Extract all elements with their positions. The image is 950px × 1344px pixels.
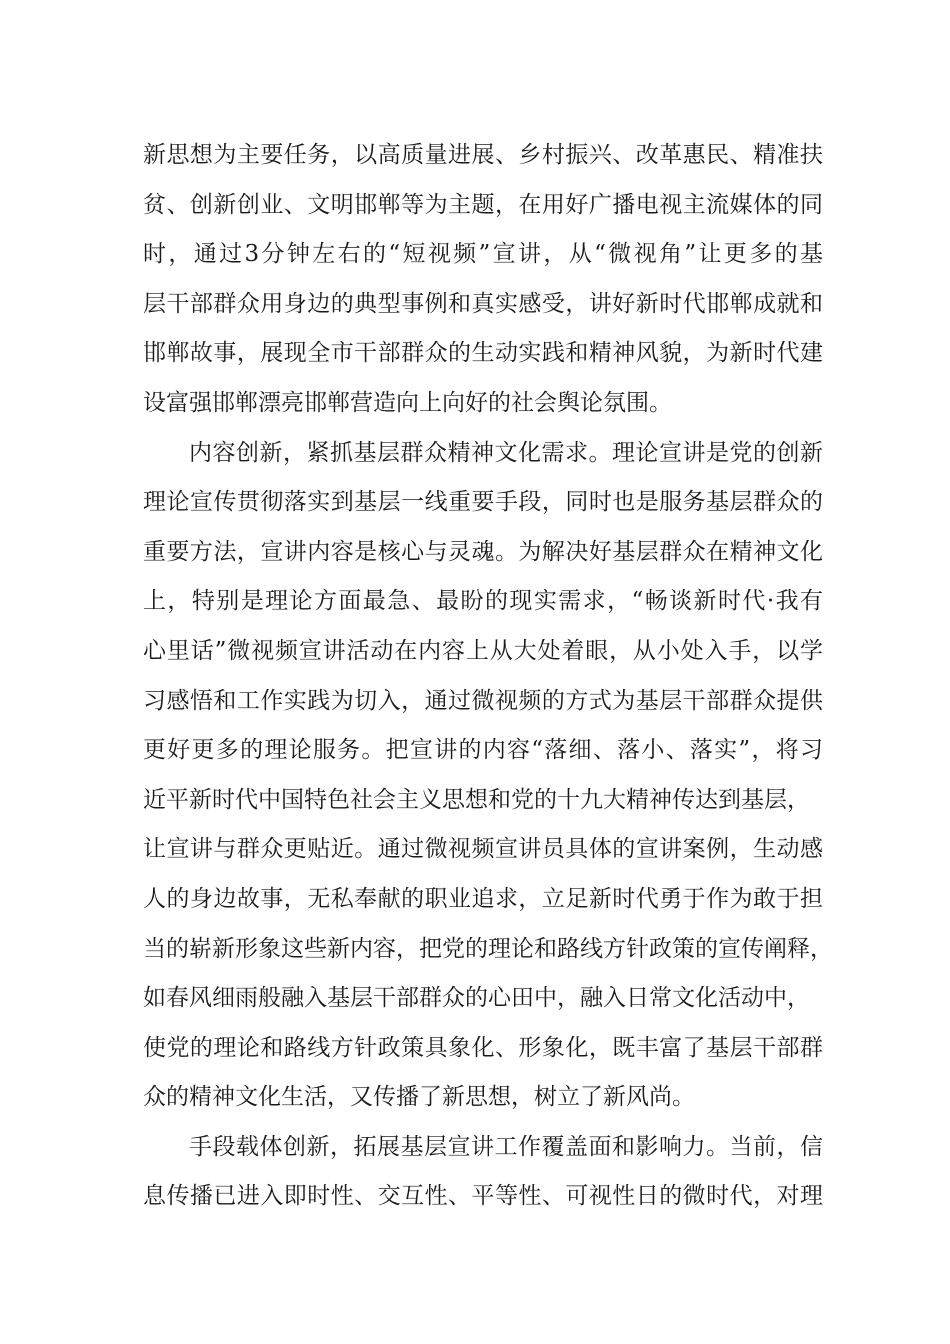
text-line: 手段载体创新，拓展基层宣讲工作覆盖面和影响力。当前，信 bbox=[189, 1133, 823, 1160]
text-line: 新思想为主要任务，以高质量进展、乡村振兴、改革惠民、精准扶 bbox=[143, 142, 823, 168]
text-line: 重要方法，宣讲内容是核心与灵魂。为解决好基层群众在精神文化 bbox=[143, 538, 823, 565]
text-line: 设富强邯郸漂亮邯郸营造向上向好的社会舆论氛围。 bbox=[143, 389, 672, 416]
text-line: 内容创新，紧抓基层群众精神文化需求。理论宣讲是党的创新 bbox=[189, 439, 823, 466]
text-line: 当的崭新形象这些新内容，把党的理论和路线方针政策的宣传阐释， bbox=[143, 935, 833, 962]
document-body bbox=[143, 131, 833, 1222]
text-line: 上，特别是理论方面最急、最盼的现实需求，“畅谈新时代·我有 bbox=[143, 588, 823, 615]
text-line: 邯郸故事，展现全市干部群众的生动实践和精神风貌，为新时代建 bbox=[143, 340, 823, 367]
text-line: 让宣讲与群众更贴近。通过微视频宣讲员具体的宣讲案例，生动感 bbox=[143, 836, 823, 863]
text-line: 习感悟和工作实践为切入，通过微视频的方式为基层干部群众提供 bbox=[143, 687, 823, 714]
text-line: 时，通过3分钟左右的“短视频”宣讲，从“微视角”让更多的基 bbox=[143, 241, 823, 268]
text-line: 贫、创新创业、文明邯郸等为主题，在用好广播电视主流媒体的同 bbox=[143, 191, 823, 218]
text-line: 心里话”微视频宣讲活动在内容上从大处着眼，从小处入手，以学 bbox=[143, 637, 823, 664]
text-line: 使党的理论和路线方针政策具象化、形象化，既丰富了基层干部群 bbox=[143, 1034, 823, 1061]
text-line: 众的精神文化生活，又传播了新思想，树立了新风尚。 bbox=[143, 1084, 695, 1111]
text-line: 息传播已进入即时性、交互性、平等性、可视性日的微时代，对理 bbox=[143, 1183, 823, 1210]
text-line: 如春风细雨般融入基层干部群众的心田中，融入日常文化活动中， bbox=[143, 985, 810, 1012]
text-line: 近平新时代中国特色社会主义思想和党的十九大精神传达到基层， bbox=[143, 786, 810, 813]
text-line: 更好更多的理论服务。把宣讲的内容“落细、落小、落实”，将习 bbox=[143, 737, 823, 764]
text-line: 层干部群众用身边的典型事例和真实感受，讲好新时代邯郸成就和 bbox=[143, 290, 823, 317]
text-line: 人的身边故事，无私奉献的职业追求，立足新时代勇于作为敢于担 bbox=[143, 885, 823, 912]
text-line: 理论宣传贯彻落实到基层一线重要手段，同时也是服务基层群众的 bbox=[143, 489, 823, 516]
